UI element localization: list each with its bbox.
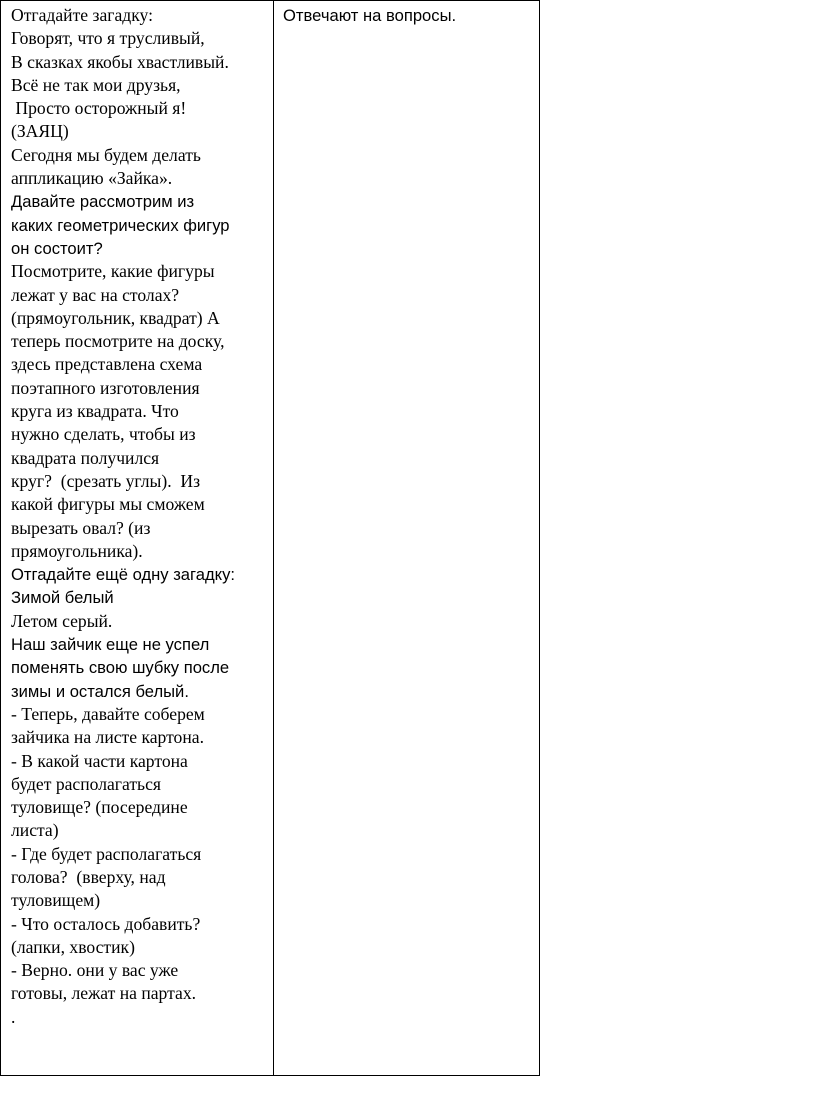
teacher-text-line: готовы, лежат на партах.: [11, 983, 197, 1004]
teacher-text-line: он состоит?: [11, 238, 103, 258]
teacher-text-line: аппликацию «Зайка».: [11, 168, 173, 189]
teacher-text-line: - Теперь, давайте соберем: [11, 703, 205, 724]
teacher-text-line: будет располагаться: [11, 773, 161, 794]
teacher-text-line: зимы и остался белый.: [11, 681, 189, 701]
teacher-text-line: Всё не так мои друзья,: [11, 74, 181, 95]
teacher-text-line: - Верно. они у вас уже: [11, 960, 179, 981]
teacher-text-line: поэтапного изготовления: [11, 377, 200, 398]
teacher-text-line: - В какой части картона: [11, 750, 188, 771]
teacher-text-line: лежат у вас на столах?: [11, 284, 180, 305]
teacher-text-line: - Где будет располагаться: [11, 843, 202, 864]
teacher-text-line: (прямоугольник, квадрат) А: [11, 307, 220, 328]
teacher-text-line: Говорят, что я трусливый,: [11, 28, 205, 49]
teacher-text-line: Наш зайчик еще не успел: [11, 635, 210, 655]
teacher-text-line: .: [11, 1006, 16, 1027]
teacher-text-line: Отгадайте ещё одну загадку:: [11, 565, 235, 585]
teacher-text-line: квадрата получился: [11, 447, 160, 468]
teacher-text-line: теперь посмотрите на доску,: [11, 331, 225, 352]
student-text-line: Отвечают на вопросы.: [283, 6, 457, 25]
teacher-text-line: каких геометрических фигур: [11, 215, 230, 235]
teacher-text-line: Летом серый.: [11, 610, 113, 631]
teacher-text-line: Отгадайте загадку:: [11, 5, 153, 25]
teacher-text-line: туловищем): [11, 890, 101, 911]
teacher-text-line: здесь представлена схема: [11, 354, 203, 375]
student-activity-cell: [283, 4, 533, 27]
teacher-text-line: Сегодня мы будем делать: [11, 144, 201, 165]
teacher-text-line: голова? (вверху, над: [11, 866, 166, 887]
teacher-text-line: круга из квадрата. Что: [11, 401, 179, 422]
teacher-text-line: (ЗАЯЦ): [11, 121, 69, 142]
teacher-text-line: Давайте рассмотрим из: [11, 192, 195, 212]
teacher-text-line: нужно сделать, чтобы из: [11, 424, 196, 445]
teacher-text-line: - Что осталось добавить?: [11, 913, 201, 934]
teacher-text-line: туловище? (посередине: [11, 797, 188, 818]
teacher-text-line: поменять свою шубку после: [11, 658, 230, 678]
teacher-text-line: Посмотрите, какие фигуры: [11, 261, 215, 282]
teacher-text-line: (лапки, хвостик): [11, 936, 135, 957]
teacher-activity-cell: [11, 4, 269, 1029]
teacher-text-line: какой фигуры мы сможем: [11, 494, 205, 515]
teacher-text-line: вырезать овал? (из: [11, 517, 151, 538]
teacher-text-line: листа): [11, 820, 59, 841]
teacher-text-line: круг? (срезать углы). Из: [11, 470, 201, 491]
teacher-text-line: В сказках якобы хвастливый.: [11, 51, 229, 72]
teacher-text-line: Зимой белый: [11, 588, 114, 608]
teacher-text-line: Просто осторожный я!: [11, 98, 187, 119]
teacher-text-line: зайчика на листе картона.: [11, 727, 204, 748]
teacher-text-line: прямоугольника).: [11, 540, 143, 561]
column-divider: [273, 1, 274, 1075]
